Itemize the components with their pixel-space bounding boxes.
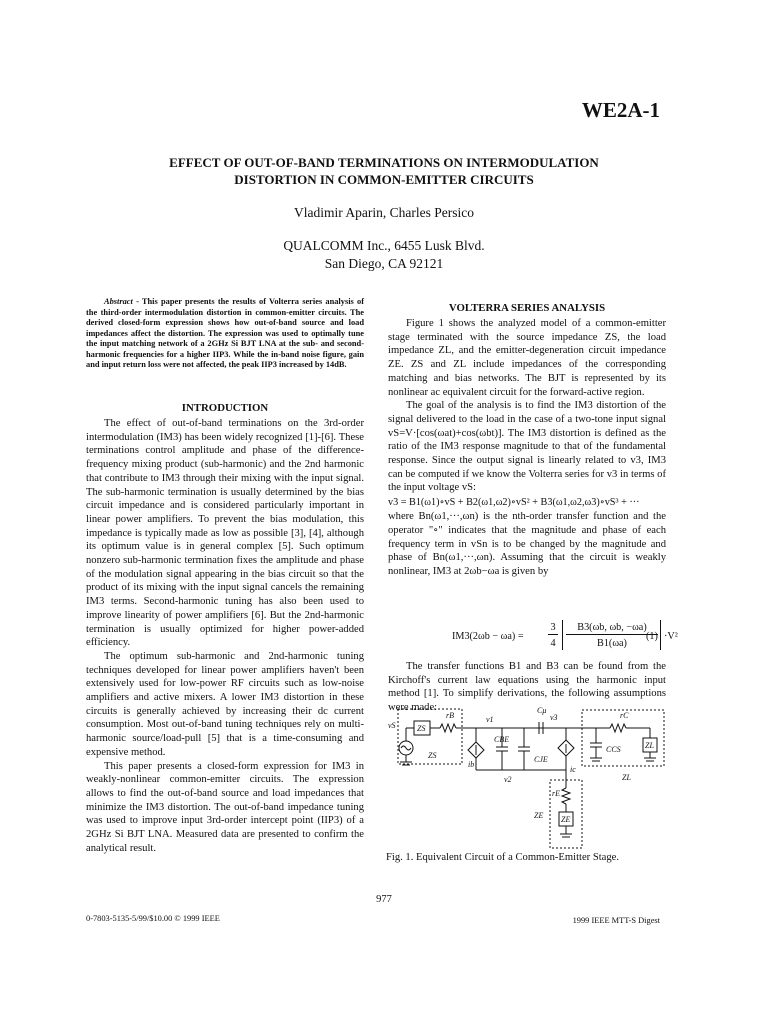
abstract-text: - This paper presents the results of Volterra series analysis of the third-order intermodulation distortion in common-emitter circuits. The derived closed-form expression shows how out-of-band source and load impedances affect the distortion. The expression was used to optimally tune the input matching network of a 2GHz Si BJT LNA at the sub- and second-harmonic frequencies for a higher IIP3. While the in-band noise figure, gain and input return loss were not affected, the peak IIP3 increased by 14dB. [86,297,364,369]
label-zs-box: ZS [417,724,426,733]
label-zs: ZS [428,751,437,760]
affiliation [80,237,688,273]
label-cu: Cμ [537,706,547,715]
title-line-1: EFFECT OF OUT-OF-BAND TERMINATIONS ON INTERMODULATION [169,155,599,170]
intro-paragraph-2: The optimum sub-harmonic and 2nd-harmonic tuning techniques developed for linear power amplifiers haven't been extensively used for low-power RF circuits such as low-noise amplifiers and active mixers. A lower IM3 distortion in these circuits is generally achieved by increasing their dc current consumption. Most out-of-band tuning techniques rely on multi-harmonic source/load-pull [5] that is a time-consuming and expensive method. [86,650,364,758]
label-v3: v3 [550,713,558,722]
label-zl: ZL [622,773,631,782]
eq1-numerator: B3(ωb, ωb, −ωa) [566,621,658,635]
volterra-paragraph-3: where Bn(ω1,···,ωn) is the nth-order transfer function and the operator "∘" indicates that the magnitude and phase of each frequency term in vSn is to be changed by the magnitude and phase of Bn(ω1,···,ωn). Assuming that the circuit is weakly nonlinear, IM3 at 2ωb−ωa is given by [388,511,666,577]
label-rb: rB [446,711,454,720]
affiliation-line-2: San Diego, CA 92121 [324,256,444,271]
title-line-2: DISTORTION IN COMMON-EMITTER CIRCUITS [234,172,534,187]
session-code: WE2A-1 [581,98,660,122]
eq1-tail: ·V² [664,631,678,642]
label-ze-box: ZE [561,815,571,824]
page-number: 977 [376,894,392,905]
label-ib: ib [468,760,475,769]
label-ze: ZE [534,811,544,820]
intro-paragraph-3: This paper presents a closed-form expression for IM3 in weakly-nonlinear common-emitter circuits. The expression allows to find the out-of-band source and load impedances that minimize the IM3 distortion. The out-of-band impedance tuning was used to improve input 3rd-order intercept point (IIP3) of a 2GHz Si BJT LNA. Measured data are presented to confirm the analytical result. [86,760,364,854]
eq1-denominator: B1(ωa) [597,638,627,649]
volterra-paragraph-4: The transfer functions B1 and B3 can be found from the Kirchoff's current law equations using the harmonic input method [1]. To simplify derivations, the following assumptions were made: [388,661,666,714]
eq1-coef-den: 4 [550,638,556,649]
affiliation-line-1: QUALCOMM Inc., 6455 Lusk Blvd. [283,238,485,253]
eq1-lhs: IM3(2ωb − ωa) = [452,631,524,642]
label-zl-box: ZL [645,741,654,750]
label-v1: v1 [486,715,494,724]
equation-1 [452,620,678,654]
intro-heading: INTRODUCTION [181,402,269,414]
label-re: rE [552,789,560,798]
label-cbe: CBE [494,735,510,744]
source-wave [401,746,411,750]
abstract-label: Abstract [104,297,133,306]
label-rc: rC [620,711,629,720]
volterra-heading: VOLTERRA SERIES ANALYSIS [448,302,606,314]
intro-paragraph-1: The effect of out-of-band terminations on the 3rd-order intermodulation (IM3) has been widely recognized [1]-[6]. These terminations control amplitude and phase of the difference-frequency mixing product (sub-harmonic) and the 2nd harmonic that contribute to IM3 through their mixing with the input signal. The sub-harmonic termination is usually determined by the bias circuit impedance and is considered particularly important in linear power amplifiers. To prevent the bias modulation, this impedance is typically made as low as possible [3], [4], although its optimum value is in general complex [5]. Such optimum nonzero sub-harmonic termination fixes the amplitude and phase of the modulation signal appearing in the bias circuit so that the product of its mixing with the input signal cancels the remaining IM3 terms. Second-harmonic tuning has also been used to improve linearity of power amplifiers [6]. But the 2nd-harmonic termination is usually optimized for higher power-added efficiency. [86,418,364,649]
eq1-abs-left [562,620,565,650]
volterra-paragraph-1: Figure 1 shows the analyzed model of a common-emitter stage terminated with the source impedance ZS, the load impedance ZL, and the emitter-degeneration circuit impedance ZE. ZS and ZL include impedances of the corresponding matching and bias networks. The BJT is represented by its nonlinear ac equivalent circuit for the forward-active region. [388,318,666,398]
figure-1-caption: Fig. 1. Equivalent Circuit of a Common-Emitter Stage. [386,852,620,863]
paper-title [80,154,688,188]
label-ccs: CCS [606,745,621,754]
eq1-abs-right [660,620,663,650]
volterra-paragraph-2: The goal of the analysis is to find the IM3 distortion of the signal delivered to the load in the case of a two-tone input signal vS=V·[cos(ωat)+cos(ωbt)]. The IM3 distortion is defined as the ratio of the IM3 response magnitude to that of the fundamental response. Since the output signal is linearly related to v3, IM3 can be computed if we know the Volterra series for v3 in terms of the input voltage vS: [388,400,666,494]
equation-1-number: (1) [646,631,658,642]
rc-resistor [610,724,626,732]
intro-body [86,417,364,856]
abstract [86,297,364,371]
volterra-body-a [388,317,666,579]
label-ic: ic [570,765,576,774]
footer-copyright: 0-7803-5135-5/99/$10.00 © 1999 IEEE [86,914,220,923]
label-v2: v2 [504,775,512,784]
eq1-coef-num: 3 [548,621,558,635]
label-cje: CJE [534,755,548,764]
re-resistor [562,788,570,804]
label-vs: vS [388,721,396,730]
rb-resistor [440,724,456,732]
figure-1-circuit [384,700,666,850]
footer-digest: 1999 IEEE MTT-S Digest [572,916,660,925]
authors: Vladimir Aparin, Charles Persico [294,205,474,220]
volterra-series-equation: v3 = B1(ω1)∘vS + B2(ω1,ω2)∘vS² + B3(ω1,ω2,ω3)∘vS³ + ··· [388,497,640,509]
